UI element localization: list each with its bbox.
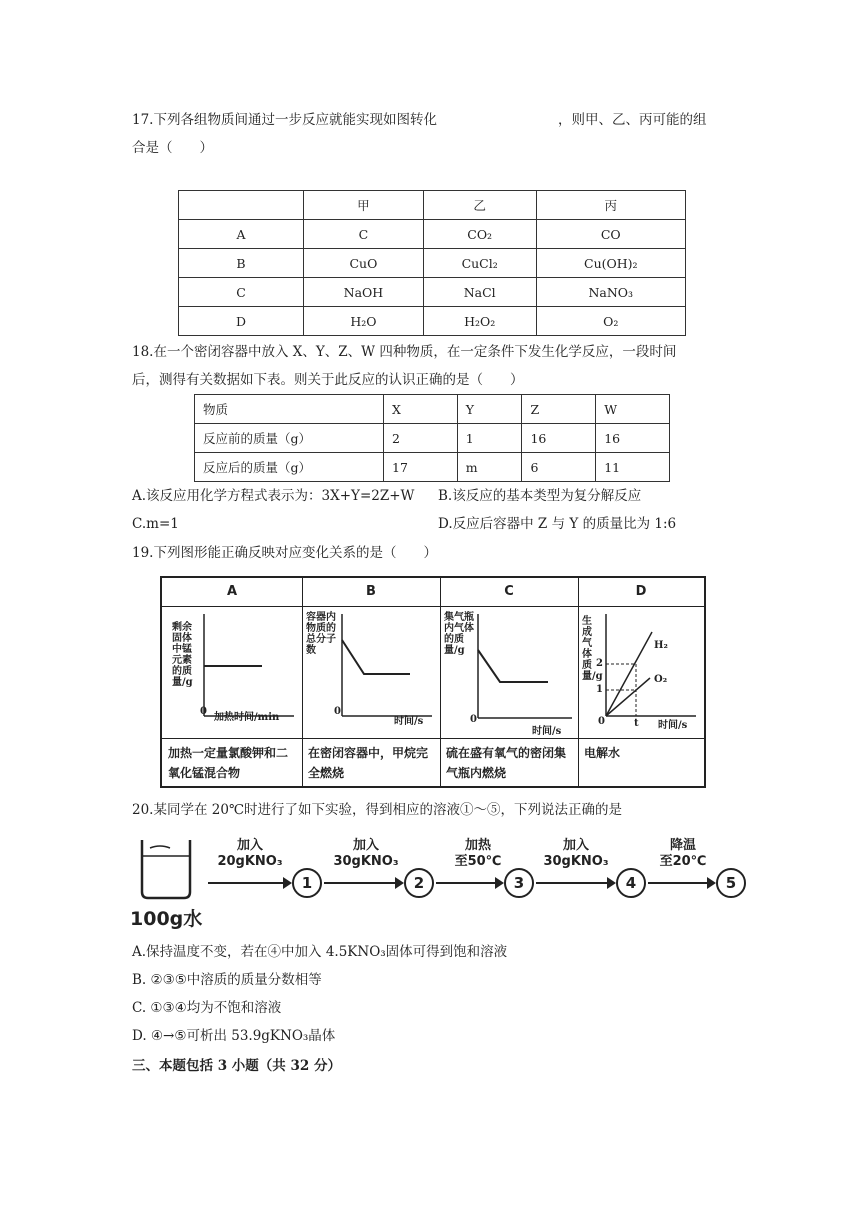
table-row [179, 307, 686, 336]
table-cell: C [304, 220, 424, 249]
graph-b-caption: 在密闭容器中，甲烷完全燃烧 [302, 738, 440, 786]
table-cell: 反应后的质量（g） [195, 453, 384, 482]
table-cell: H₂O [304, 307, 424, 336]
graph-d-o2-label: O₂ [654, 674, 668, 685]
graph-d-caption: 电解水 [578, 738, 704, 786]
graph-c-caption: 硫在盛有氧气的密闭集气瓶内燃烧 [440, 738, 578, 786]
graph-a-origin: 0 [200, 706, 207, 717]
table-cell: 16 [522, 424, 596, 453]
table-row [179, 220, 686, 249]
table-cell: 11 [596, 453, 670, 482]
graph-d-tick-2: 2 [596, 658, 603, 669]
arrow-2 [324, 882, 402, 884]
step-1-top: 加入 [236, 838, 263, 853]
arrow-5 [648, 882, 714, 884]
table-cell: 6 [522, 453, 596, 482]
graph-b-xlabel: 时间/s [394, 716, 424, 727]
table-header: 甲 [304, 191, 424, 220]
table-cell: 16 [596, 424, 670, 453]
step-1 [208, 838, 292, 870]
table-row [195, 453, 670, 482]
step-5 [648, 838, 718, 870]
table-row [179, 191, 686, 220]
table-header: X [384, 395, 458, 424]
graph-b-letter: B [302, 578, 440, 607]
graph-c-ylabel: 集气瓶内气体的质量/g [444, 612, 474, 656]
step-1-bottom: 20gKNO₃ [217, 854, 283, 869]
arrow-4 [536, 882, 614, 884]
q17-stem-line1: 17.下列各组物质间通过一步反应就能实现如图转化 [132, 112, 437, 128]
table-cell: NaCl [423, 278, 536, 307]
table-header: 丙 [536, 191, 685, 220]
graph-c-xlabel: 时间/s [532, 726, 562, 737]
graph-a-ylabel: 剩余固体中锰元素的质量/g [172, 622, 193, 688]
graph-a [162, 578, 303, 786]
table-cell: Cu(OH)₂ [536, 249, 685, 278]
graph-d-origin: 0 [598, 716, 605, 727]
graph-d-xlabel: 时间/s [658, 720, 688, 731]
step-2-top: 加入 [352, 838, 379, 853]
table-row [195, 395, 670, 424]
graph-d-letter: D [578, 578, 704, 607]
table-cell: B [179, 249, 304, 278]
table-cell: CO [536, 220, 685, 249]
table-cell: CO₂ [423, 220, 536, 249]
graph-a-caption: 加热一定量氯酸钾和二氧化锰混合物 [162, 738, 302, 786]
step-4-top: 加入 [562, 838, 589, 853]
arrow-3 [436, 882, 502, 884]
beaker-label: 100g水 [130, 908, 203, 930]
graph-a-letter: A [162, 578, 302, 607]
solution-3: 3 [504, 868, 534, 898]
step-3-top: 加热 [464, 838, 491, 853]
table-header: W [596, 395, 670, 424]
table-cell: CuO [304, 249, 424, 278]
table-cell: 17 [384, 453, 458, 482]
graph-d [578, 578, 704, 786]
q20-option-a: A.保持温度不变，若在④中加入 4.5KNO₃固体可得到饱和溶液 [132, 944, 508, 960]
graph-c [440, 578, 579, 786]
q18-option-c: C.m=1 [132, 516, 179, 532]
graph-d-ylabel: 生成气体质量/g [582, 616, 603, 682]
solution-4: 4 [616, 868, 646, 898]
step-2 [324, 838, 408, 870]
step-4 [534, 838, 618, 870]
beaker-icon [136, 836, 196, 900]
arrow-1 [208, 882, 290, 884]
q20-option-d: D. ④→⑤可析出 53.9gKNO₃晶体 [132, 1028, 336, 1044]
table-cell: H₂O₂ [423, 307, 536, 336]
table-header: 物质 [195, 395, 384, 424]
q19-stem: 19.下列图形能正确反映对应变化关系的是（ ） [132, 545, 437, 561]
q18-stem-line2: 后，测得有关数据如下表。则关于此反应的认识正确的是（ ） [132, 372, 524, 388]
graph-c-letter: C [440, 578, 578, 607]
graph-d-tick-1: 1 [596, 684, 603, 695]
q17-table [178, 190, 686, 336]
table-cell: D [179, 307, 304, 336]
table-row [195, 424, 670, 453]
q18-option-b: B.该反应的基本类型为复分解反应 [438, 488, 642, 504]
table-cell: C [179, 278, 304, 307]
q17-stem-line1b: ，则甲、乙、丙可能的组 [558, 112, 707, 128]
graph-d-tick-t: t [634, 718, 639, 729]
q20-option-c: C. ①③④均为不饱和溶液 [132, 1000, 282, 1016]
q18-stem-line1: 18.在一个密闭容器中放入 X、Y、Z、W 四种物质，在一定条件下发生化学反应，一段时间 [132, 344, 677, 360]
table-cell: 1 [457, 424, 522, 453]
q17-stem-line2: 合是（ ） [132, 140, 213, 156]
graph-b [302, 578, 441, 786]
solution-5: 5 [716, 868, 746, 898]
table-row [179, 249, 686, 278]
graph-b-ylabel: 容器内物质的总分子数 [306, 612, 336, 656]
step-3-bottom: 至50℃ [454, 854, 502, 869]
table-cell: 2 [384, 424, 458, 453]
step-5-bottom: 至20℃ [659, 854, 707, 869]
q20-flow-diagram [128, 832, 748, 932]
step-3 [436, 838, 520, 870]
table-row [179, 278, 686, 307]
table-header: Z [522, 395, 596, 424]
table-cell: O₂ [536, 307, 685, 336]
table-cell: m [457, 453, 522, 482]
table-header: 乙 [423, 191, 536, 220]
table-cell: NaNO₃ [536, 278, 685, 307]
graph-d-h2-label: H₂ [654, 640, 668, 651]
solution-1: 1 [292, 868, 322, 898]
q18-option-a: A.该反应用化学方程式表示为：3X+Y=2Z+W [132, 488, 415, 504]
table-cell: NaOH [304, 278, 424, 307]
q20-option-b: B. ②③⑤中溶质的质量分数相等 [132, 972, 322, 988]
q18-option-d: D.反应后容器中 Z 与 Y 的质量比为 1:6 [438, 516, 677, 532]
solution-2: 2 [404, 868, 434, 898]
graph-a-xlabel: 加热时间/min [214, 712, 280, 723]
graph-c-origin: 0 [470, 714, 477, 725]
section-3-heading: 三、本题包括 3 小题（共 32 分） [132, 1058, 341, 1074]
q20-stem: 20.某同学在 20℃时进行了如下实验，得到相应的溶液①～⑤，下列说法正确的是 [132, 802, 623, 818]
table-cell: CuCl₂ [423, 249, 536, 278]
step-5-top: 降温 [669, 838, 696, 853]
graph-b-origin: 0 [334, 706, 341, 717]
q18-table [194, 394, 670, 482]
table-cell [179, 191, 304, 220]
table-cell: A [179, 220, 304, 249]
step-4-bottom: 30gKNO₃ [543, 854, 609, 869]
q19-graph-panel [160, 576, 706, 788]
table-header: Y [457, 395, 522, 424]
step-2-bottom: 30gKNO₃ [333, 854, 399, 869]
table-cell: 反应前的质量（g） [195, 424, 384, 453]
